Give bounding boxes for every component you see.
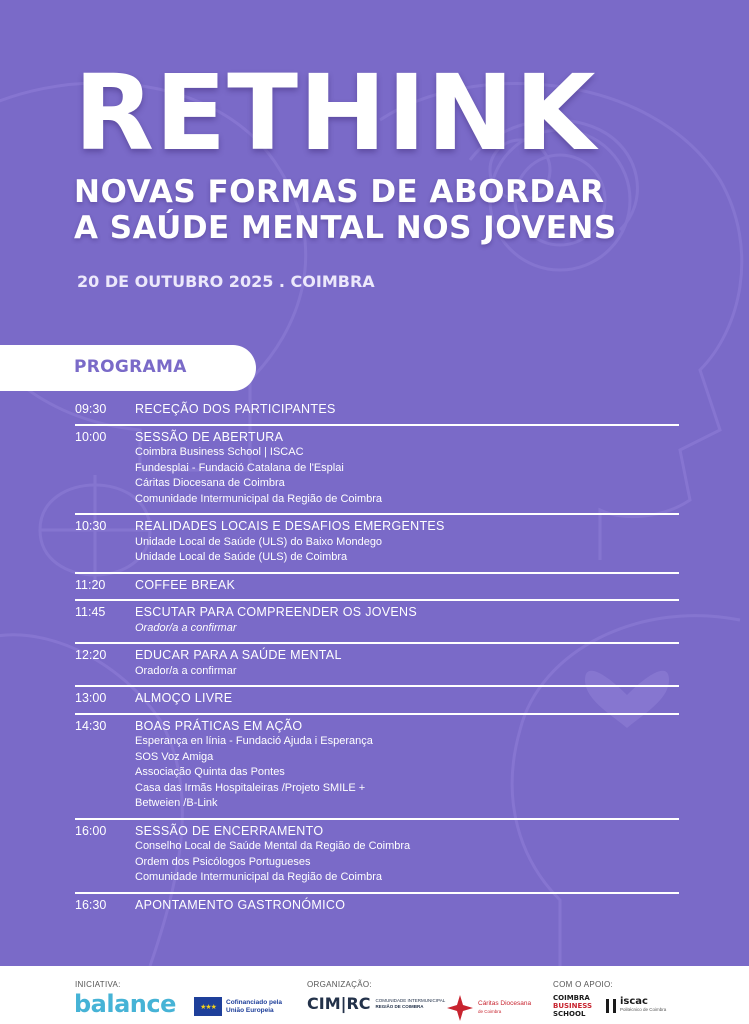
- session-speaker: Ordem dos Psicólogos Portugueses: [135, 855, 311, 868]
- cbs-line-1: COIMBRA: [553, 994, 590, 1002]
- session-title: SESSÃO DE ENCERRAMENTO: [135, 823, 324, 838]
- schedule-row: [75, 601, 679, 644]
- session-title: COFFEE BREAK: [135, 577, 236, 592]
- session-speaker: Comunidade Intermunicipal da Região de Coimbra: [135, 492, 383, 505]
- session-time: 12:20: [75, 648, 107, 662]
- session-time: 11:20: [75, 577, 106, 592]
- eu-flag-icon: ★★★: [194, 997, 222, 1016]
- session-content: [135, 824, 679, 886]
- subtitle-line-2: A SAÚDE MENTAL NOS JOVENS: [74, 210, 617, 246]
- session-title: APONTAMENTO GASTRONÓMICO: [135, 897, 346, 912]
- session-time: 10:00: [75, 429, 107, 444]
- programa-label: PROGRAMA: [74, 357, 187, 377]
- iscac-name: iscac: [620, 996, 648, 1007]
- schedule-row: [75, 715, 679, 820]
- cim-sub-line-1: COMUNIDADE INTERMUNICIPAL: [375, 997, 446, 1003]
- session-content: [135, 402, 679, 418]
- eu-logo: [194, 997, 282, 1016]
- session-time: 14:30: [75, 718, 107, 733]
- schedule-row: [75, 574, 679, 602]
- session-speaker: Fundesplai - Fundació Catalana de l'Esplai: [135, 461, 344, 474]
- schedule-row: [75, 644, 679, 687]
- event-date: 20 DE OUTUBRO 2025 . COIMBRA: [77, 272, 375, 291]
- iscac-logo: [606, 998, 666, 1014]
- session-speaker: Casa das Irmãs Hospitaleiras /Projeto SMILE +: [135, 781, 366, 794]
- session-content: [135, 605, 679, 636]
- session-title: REALIDADES LOCAIS E DESAFIOS EMERGENTES: [135, 519, 445, 533]
- session-speaker: Betweien /B-Link: [135, 797, 218, 809]
- apoio-label: COM O APOIO:: [553, 980, 614, 989]
- session-title: ESCUTAR PARA COMPREENDER OS JOVENS: [135, 605, 418, 619]
- iniciativa-label: INICIATIVA:: [75, 980, 121, 989]
- schedule-row: [75, 426, 679, 516]
- session-time: 09:30: [75, 402, 107, 416]
- session-time: 13:00: [75, 691, 107, 705]
- session-time: 10:30: [75, 519, 107, 533]
- session-speaker: Cáritas Diocesana de Coimbra: [135, 477, 285, 489]
- balance-logo: balance: [74, 990, 176, 1018]
- session-speaker: Associação Quinta das Pontes: [135, 766, 285, 778]
- session-content: [135, 898, 679, 914]
- schedule-row: [75, 687, 679, 715]
- caritas-logo: [447, 995, 531, 1021]
- session-title: RECEÇÃO DOS PARTICIPANTES: [135, 402, 336, 416]
- session-speaker: Orador/a a confirmar: [135, 664, 237, 677]
- session-speaker: SOS Voz Amiga: [135, 750, 214, 763]
- programa-banner: [0, 345, 256, 391]
- session-speaker: Esperança en línia - Fundació Ajuda i Esperança: [135, 735, 373, 747]
- iscac-sub: Politécnico de Coimbra: [620, 1007, 667, 1012]
- subtitle-line-1: NOVAS FORMAS DE ABORDAR: [74, 174, 605, 210]
- session-time: 16:30: [75, 897, 107, 912]
- session-speaker: Unidade Local de Saúde (ULS) do Baixo Mondego: [135, 535, 383, 548]
- cim-logo-mark: CIM|RC: [307, 994, 371, 1013]
- cbs-logo: [553, 994, 592, 1018]
- cim-logo: [307, 994, 445, 1013]
- session-speaker: Orador/a a confirmar: [135, 621, 237, 634]
- session-title: ALMOÇO LIVRE: [135, 691, 233, 705]
- footer: [0, 966, 749, 1024]
- session-content: [135, 430, 679, 508]
- session-title: EDUCAR PARA A SAÚDE MENTAL: [135, 648, 342, 662]
- cbs-line-2: BUSINESS: [553, 1002, 593, 1010]
- iscac-mark-icon: [606, 999, 616, 1013]
- schedule-row: [75, 398, 679, 426]
- schedule-row: [75, 894, 679, 920]
- schedule-row: [75, 820, 679, 894]
- session-title: BOAS PRÁTICAS EM AÇÃO: [135, 718, 303, 733]
- session-speaker: Conselho Local de Saúde Mental da Região de Coimbra: [135, 840, 411, 852]
- organizacao-label: ORGANIZAÇÃO:: [307, 980, 372, 989]
- cbs-line-3: SCHOOL: [553, 1010, 586, 1018]
- event-subtitle: [74, 174, 617, 246]
- event-title: RETHINK: [74, 52, 597, 174]
- session-time: 16:00: [75, 823, 107, 838]
- session-time: 11:45: [75, 605, 106, 619]
- caritas-line-1: Cáritas Diocesana: [478, 1000, 532, 1007]
- schedule-row: [75, 515, 679, 574]
- session-content: [135, 691, 679, 707]
- session-title: SESSÃO DE ABERTURA: [135, 429, 284, 444]
- cim-sub-line-2: REGIÃO DE COIMBRA: [375, 1003, 424, 1009]
- schedule: [75, 398, 679, 919]
- session-content: [135, 719, 679, 812]
- session-content: [135, 578, 679, 594]
- session-speaker: Coimbra Business School | ISCAC: [135, 446, 304, 458]
- caritas-line-2: de Coimbra: [478, 1009, 502, 1014]
- eu-logo-line-1: Cofinanciado pela: [226, 998, 282, 1006]
- caritas-cross-icon: [447, 995, 473, 1021]
- session-speaker: Comunidade Intermunicipal da Região de Coimbra: [135, 871, 383, 883]
- session-content: [135, 648, 679, 679]
- session-speaker: Unidade Local de Saúde (ULS) de Coimbra: [135, 551, 348, 563]
- session-content: [135, 519, 679, 566]
- eu-logo-line-2: União Europeia: [226, 1006, 274, 1014]
